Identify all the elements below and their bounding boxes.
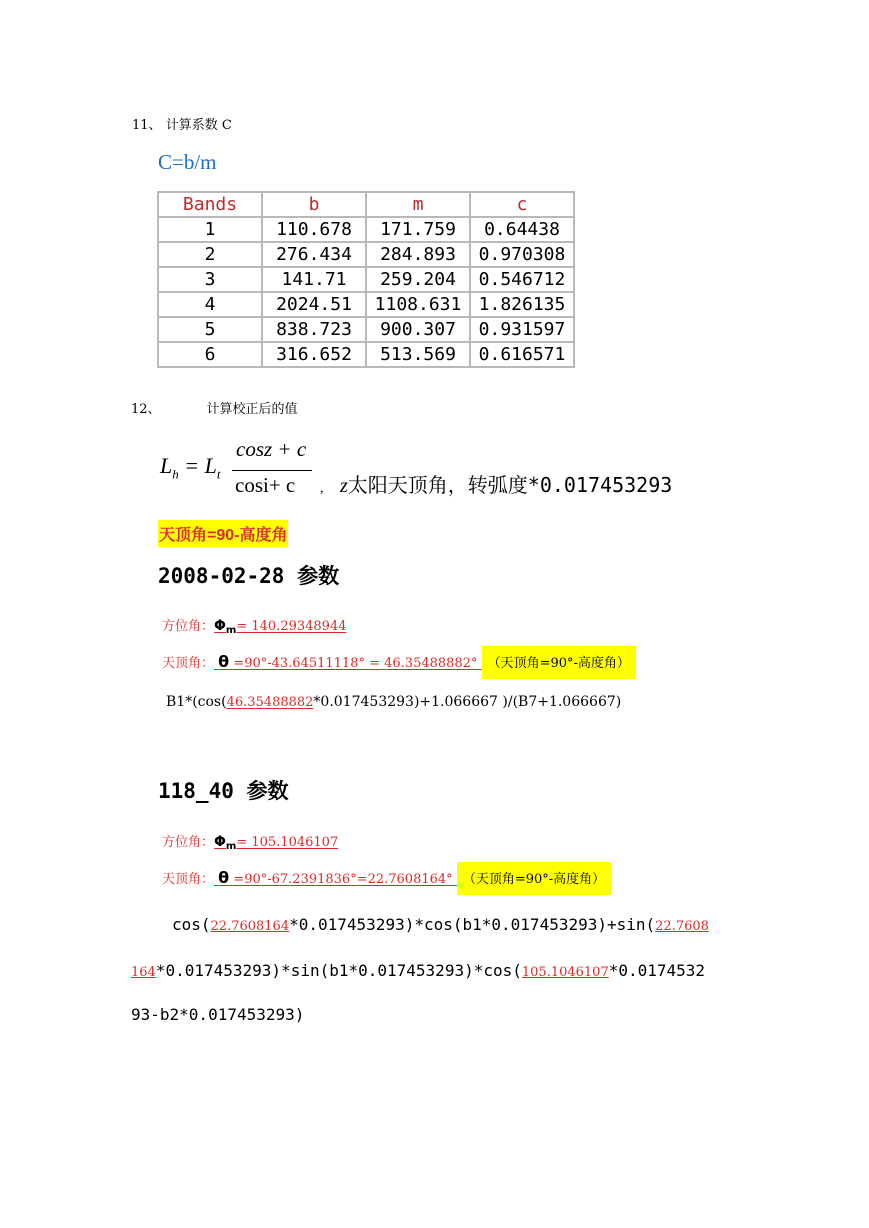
description-text: 太阳天顶角，转弧度*0.017453293 — [347, 473, 673, 497]
cell-b: 110.678 — [262, 217, 366, 242]
cell-band: 2 — [158, 242, 262, 267]
zenith-label: 天顶角： — [162, 872, 215, 887]
cell-c: 0.546712 — [470, 267, 574, 292]
cell-b: 316.652 — [262, 342, 366, 367]
header-m: m — [366, 192, 470, 217]
cell-band: 3 — [158, 267, 262, 292]
equation-numerator: cosz + c — [236, 437, 307, 461]
line1-zenith-value-part: 22.7608 — [655, 919, 709, 934]
line2-b: *0.0174532 — [608, 961, 706, 980]
section-11-title: 计算系数 C — [165, 118, 232, 133]
table-row — [158, 317, 574, 342]
cell-band: 5 — [158, 317, 262, 342]
line1-a: cos( — [172, 915, 211, 934]
equation-denominator: cosi+ c — [235, 473, 296, 497]
theta-icon: θ — [218, 868, 230, 887]
section-12-title: 计算校正后的值 — [206, 402, 298, 417]
table-header-row — [158, 192, 574, 217]
section-12-heading — [131, 398, 298, 417]
table-row — [158, 342, 574, 367]
cell-c: 1.826135 — [470, 292, 574, 317]
zenith-highlight-note: （天顶角=90°-高度角） — [457, 862, 611, 895]
phi-icon: $\Phi_m$ — [214, 834, 237, 852]
zenith-value: =90°-43.64511118° = 46.35488882° — [233, 656, 478, 671]
heading-2008-params: 2008-02-28 参数 — [158, 564, 340, 588]
cell-band: 4 — [158, 292, 262, 317]
cell-m: 259.204 — [366, 267, 470, 292]
cell-m: 284.893 — [366, 242, 470, 267]
formula-prefix: B1*(cos( — [166, 694, 227, 710]
section-11-heading — [132, 114, 232, 133]
zenith-118 — [162, 868, 611, 887]
cell-band: 6 — [158, 342, 262, 367]
cell-b: 141.71 — [262, 267, 366, 292]
theta-icon: θ — [218, 652, 230, 671]
cell-m: 900.307 — [366, 317, 470, 342]
line2-a: *0.017453293)*sin(b1*0.017453293)*cos( — [155, 961, 522, 980]
section-11-number: 11、 — [132, 118, 162, 133]
coefficient-table — [157, 191, 575, 368]
header-c: c — [470, 192, 574, 217]
azimuth-label: 方位角： — [162, 619, 215, 634]
header-b: b — [262, 192, 366, 217]
equation-comma: , — [320, 481, 324, 496]
azimuth-label: 方位角： — [162, 835, 215, 850]
table-row — [158, 292, 574, 317]
formula-suffix: *0.017453293)+1.066667 )/(B7+1.066667) — [313, 694, 622, 710]
line1-b: *0.017453293)*cos(b1*0.017453293)+sin( — [289, 915, 656, 934]
line2-zenith-value-part: 164 — [131, 965, 156, 980]
cell-b: 838.723 — [262, 317, 366, 342]
section-12-number: 12、 — [131, 402, 161, 417]
zenith-2008 — [162, 652, 636, 671]
formula-118-line-3: 93-b2*0.017453293) — [131, 1005, 305, 1024]
correction-equation — [160, 437, 720, 507]
fraction-bar — [232, 470, 312, 471]
zenith-highlight-note: （天顶角=90°-高度角） — [482, 646, 636, 679]
header-bands: Bands — [158, 192, 262, 217]
azimuth-2008 — [162, 615, 346, 636]
cell-b: 276.434 — [262, 242, 366, 267]
formula-118-line-1 — [172, 915, 709, 934]
formula-118-line-2 — [131, 961, 705, 980]
cell-m: 513.569 — [366, 342, 470, 367]
equation-lhs: $L_h = L_t$ — [160, 453, 221, 482]
formula-zenith-value: 46.35488882 — [226, 695, 314, 710]
cell-m: 1108.631 — [366, 292, 470, 317]
table-row — [158, 242, 574, 267]
formula-c: C=b/m — [158, 150, 217, 174]
azimuth-value: = 140.29348944 — [236, 619, 347, 634]
zenith-label: 天顶角： — [162, 656, 215, 671]
line2-azimuth-value: 105.1046107 — [521, 965, 609, 980]
cell-b: 2024.51 — [262, 292, 366, 317]
table-row — [158, 217, 574, 242]
azimuth-118 — [162, 831, 338, 852]
z-variable: z — [340, 475, 348, 497]
phi-icon: $\Phi_m$ — [214, 618, 237, 636]
zenith-value: =90°-67.2391836°=22.7608164° — [233, 872, 453, 887]
azimuth-value: = 105.1046107 — [236, 835, 339, 850]
zenith-note: 天顶角=90-高度角 — [158, 520, 288, 547]
line1-zenith-value: 22.7608164 — [210, 919, 290, 934]
heading-118-params: 118_40 参数 — [158, 779, 289, 803]
formula-2008 — [166, 694, 621, 710]
cell-c: 0.64438 — [470, 217, 574, 242]
table-row — [158, 267, 574, 292]
cell-m: 171.759 — [366, 217, 470, 242]
cell-c: 0.970308 — [470, 242, 574, 267]
cell-c: 0.931597 — [470, 317, 574, 342]
cell-c: 0.616571 — [470, 342, 574, 367]
cell-band: 1 — [158, 217, 262, 242]
equation-description — [340, 469, 672, 498]
